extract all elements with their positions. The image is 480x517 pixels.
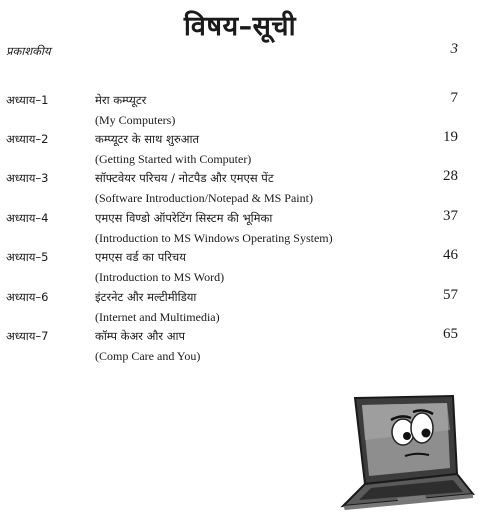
chapter-title-hindi: कॉम्प केअर और आप	[95, 329, 186, 343]
chapter-label: अध्याय–5	[6, 250, 49, 264]
chapter-title-hindi: सॉफ्टवेयर परिचय / नोटपैड और एमएस पेंट	[95, 171, 274, 185]
chapter-page-number: 65	[443, 326, 458, 342]
chapter-title-english: (Introduction to MS Windows Operating System)	[95, 231, 333, 245]
publisher-page-number: 3	[450, 41, 458, 57]
chapter-page-number: 19	[443, 129, 458, 145]
chapter-label: अध्याय–1	[6, 93, 49, 107]
chapter-label: अध्याय–4	[6, 211, 49, 225]
chapter-page-number: 57	[443, 287, 458, 303]
chapter-title-english: (Getting Started with Computer)	[95, 152, 252, 166]
chapter-page-number: 28	[443, 168, 458, 184]
chapter-title-hindi: मेरा कम्प्यूटर	[95, 93, 147, 107]
page-title: विषय–सूची	[183, 11, 297, 42]
chapter-title-english: (Software Introduction/Notepad & MS Paint)	[95, 191, 313, 205]
chapter-title-english: (Comp Care and You)	[95, 349, 201, 363]
chapter-title-english: (My Computers)	[95, 113, 176, 127]
chapter-page-number: 46	[443, 247, 458, 263]
chapter-title-english: (Internet and Multimedia)	[95, 310, 220, 324]
chapter-title-hindi: इंटरनेट और मल्टीमीडिया	[95, 290, 197, 304]
publisher-label: प्रकाशकीय	[6, 44, 51, 58]
chapter-label: अध्याय–2	[6, 132, 49, 146]
chapter-label: अध्याय–6	[6, 290, 49, 304]
chapter-page-number: 37	[443, 208, 458, 224]
chapter-title-hindi: एमएस वर्ड का परिचय	[95, 250, 186, 264]
chapter-title-hindi: कम्प्यूटर के साथ शुरुआत	[95, 132, 200, 146]
chapter-title-hindi: एमएस विण्डो ऑपरेटिंग सिस्टम की भूमिका	[95, 211, 273, 225]
chapter-page-number: 7	[450, 90, 458, 106]
chapter-title-english: (Introduction to MS Word)	[95, 270, 225, 284]
cartoon-laptop-icon	[325, 390, 475, 510]
chapter-label: अध्याय–7	[6, 329, 49, 343]
chapter-label: अध्याय–3	[6, 171, 49, 185]
